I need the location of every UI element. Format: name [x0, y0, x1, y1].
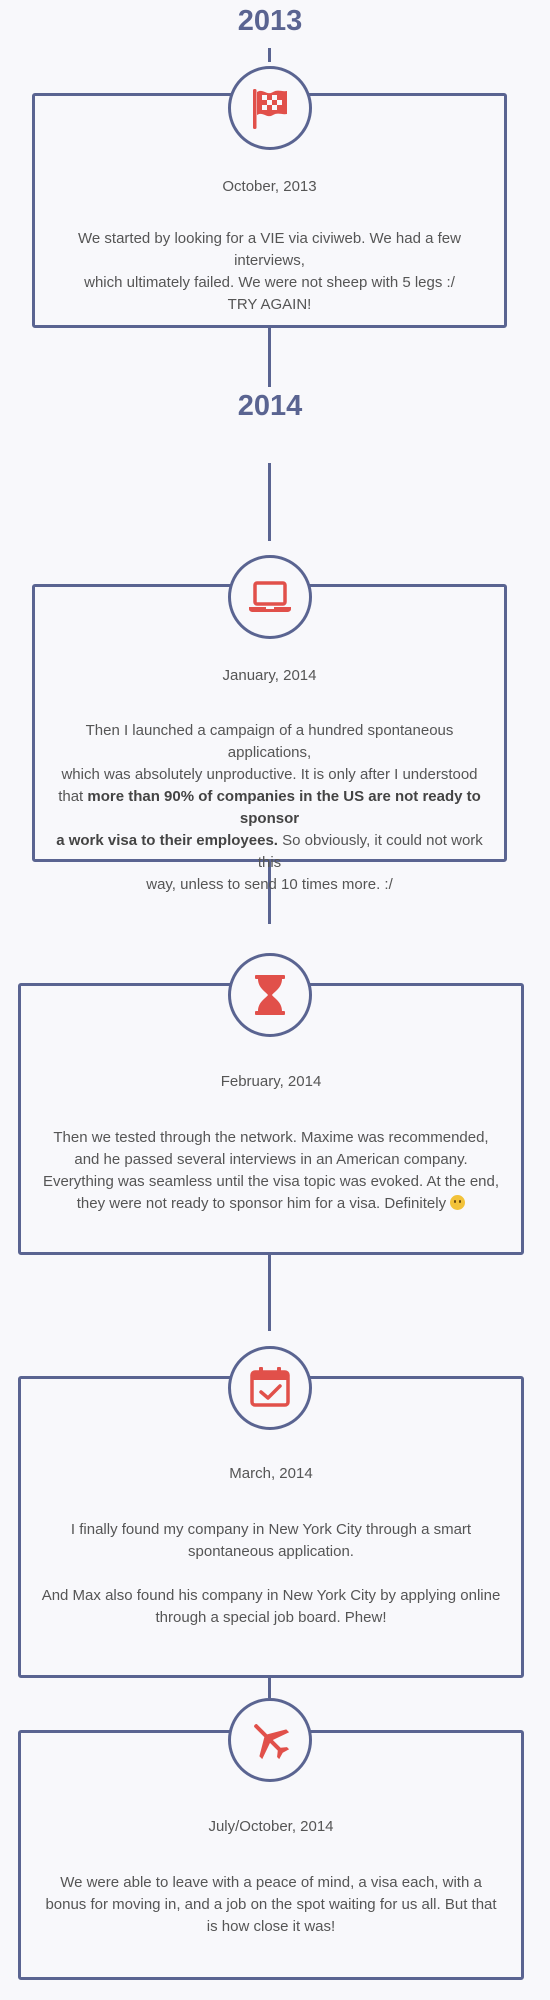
card-text: Then we tested through the network. Maxime was recommended,: [53, 1129, 489, 1146]
airplane-icon: [228, 1698, 312, 1782]
card-date: February, 2014: [220, 1073, 322, 1090]
card-text: I finally found my company in New York City through a smart: [70, 1521, 472, 1538]
timeline-line: [268, 1678, 271, 1698]
card-body: [45, 720, 494, 896]
card-text: And Max also found his company in New York City by applying online: [41, 1587, 501, 1604]
card-date: March, 2014: [229, 1465, 313, 1482]
card-body: [45, 228, 494, 316]
year-heading: 2014: [237, 390, 303, 422]
card-body: [31, 1519, 511, 1629]
card-text-bold: more than 90% of companies in the US are not ready to sponsor: [87, 788, 481, 827]
card-text-bold: a work visa to their employees.: [56, 832, 278, 849]
timeline-line: [268, 463, 271, 541]
card-text: We started by looking for a VIE via civiweb. We had a few interviews,: [78, 230, 461, 269]
card-body: [31, 1872, 511, 1938]
card-text: Then I launched a campaign of a hundred spontaneous applications,: [85, 722, 454, 761]
flag-icon: [228, 66, 312, 150]
slightly-frowning-face-emoji: [450, 1195, 465, 1210]
timeline-line: [268, 1255, 271, 1331]
card-date: October, 2013: [222, 178, 317, 195]
card-text: which was absolutely unproductive. It is only after I understood: [61, 766, 478, 783]
card-date: January, 2014: [222, 667, 317, 684]
card-text: is how close it was!: [206, 1918, 336, 1935]
card-body: [31, 1127, 511, 1215]
card-text: through a special job board. Phew!: [155, 1609, 387, 1626]
card-date: July/October, 2014: [208, 1818, 334, 1835]
timeline-line: [268, 48, 271, 62]
card-text: So obviously, it could not work this: [257, 832, 483, 871]
card-text: spontaneous application.: [188, 1543, 354, 1560]
calendar-check-icon: [228, 1346, 312, 1430]
card-text: that: [58, 788, 88, 805]
card-text: and he passed several interviews in an American company.: [74, 1151, 468, 1168]
card-text: which ultimately failed. We were not sheep with 5 legs :/: [84, 274, 455, 291]
hourglass-icon: [228, 953, 312, 1037]
card-text: way, unless to send 10 times more. :/: [146, 876, 393, 893]
card-text: We were able to leave with a peace of mind, a visa each, with a: [60, 1874, 482, 1891]
card-text: they were not ready to sponsor him for a visa. Definitely: [76, 1195, 447, 1212]
card-text: Everything was seamless until the visa topic was evoked. At the end,: [42, 1173, 500, 1190]
year-heading: 2013: [237, 5, 303, 37]
card-text: TRY AGAIN!: [227, 296, 312, 313]
laptop-icon: [228, 555, 312, 639]
timeline-line: [268, 325, 271, 387]
card-text: bonus for moving in, and a job on the spot waiting for us all. But that: [45, 1896, 497, 1913]
